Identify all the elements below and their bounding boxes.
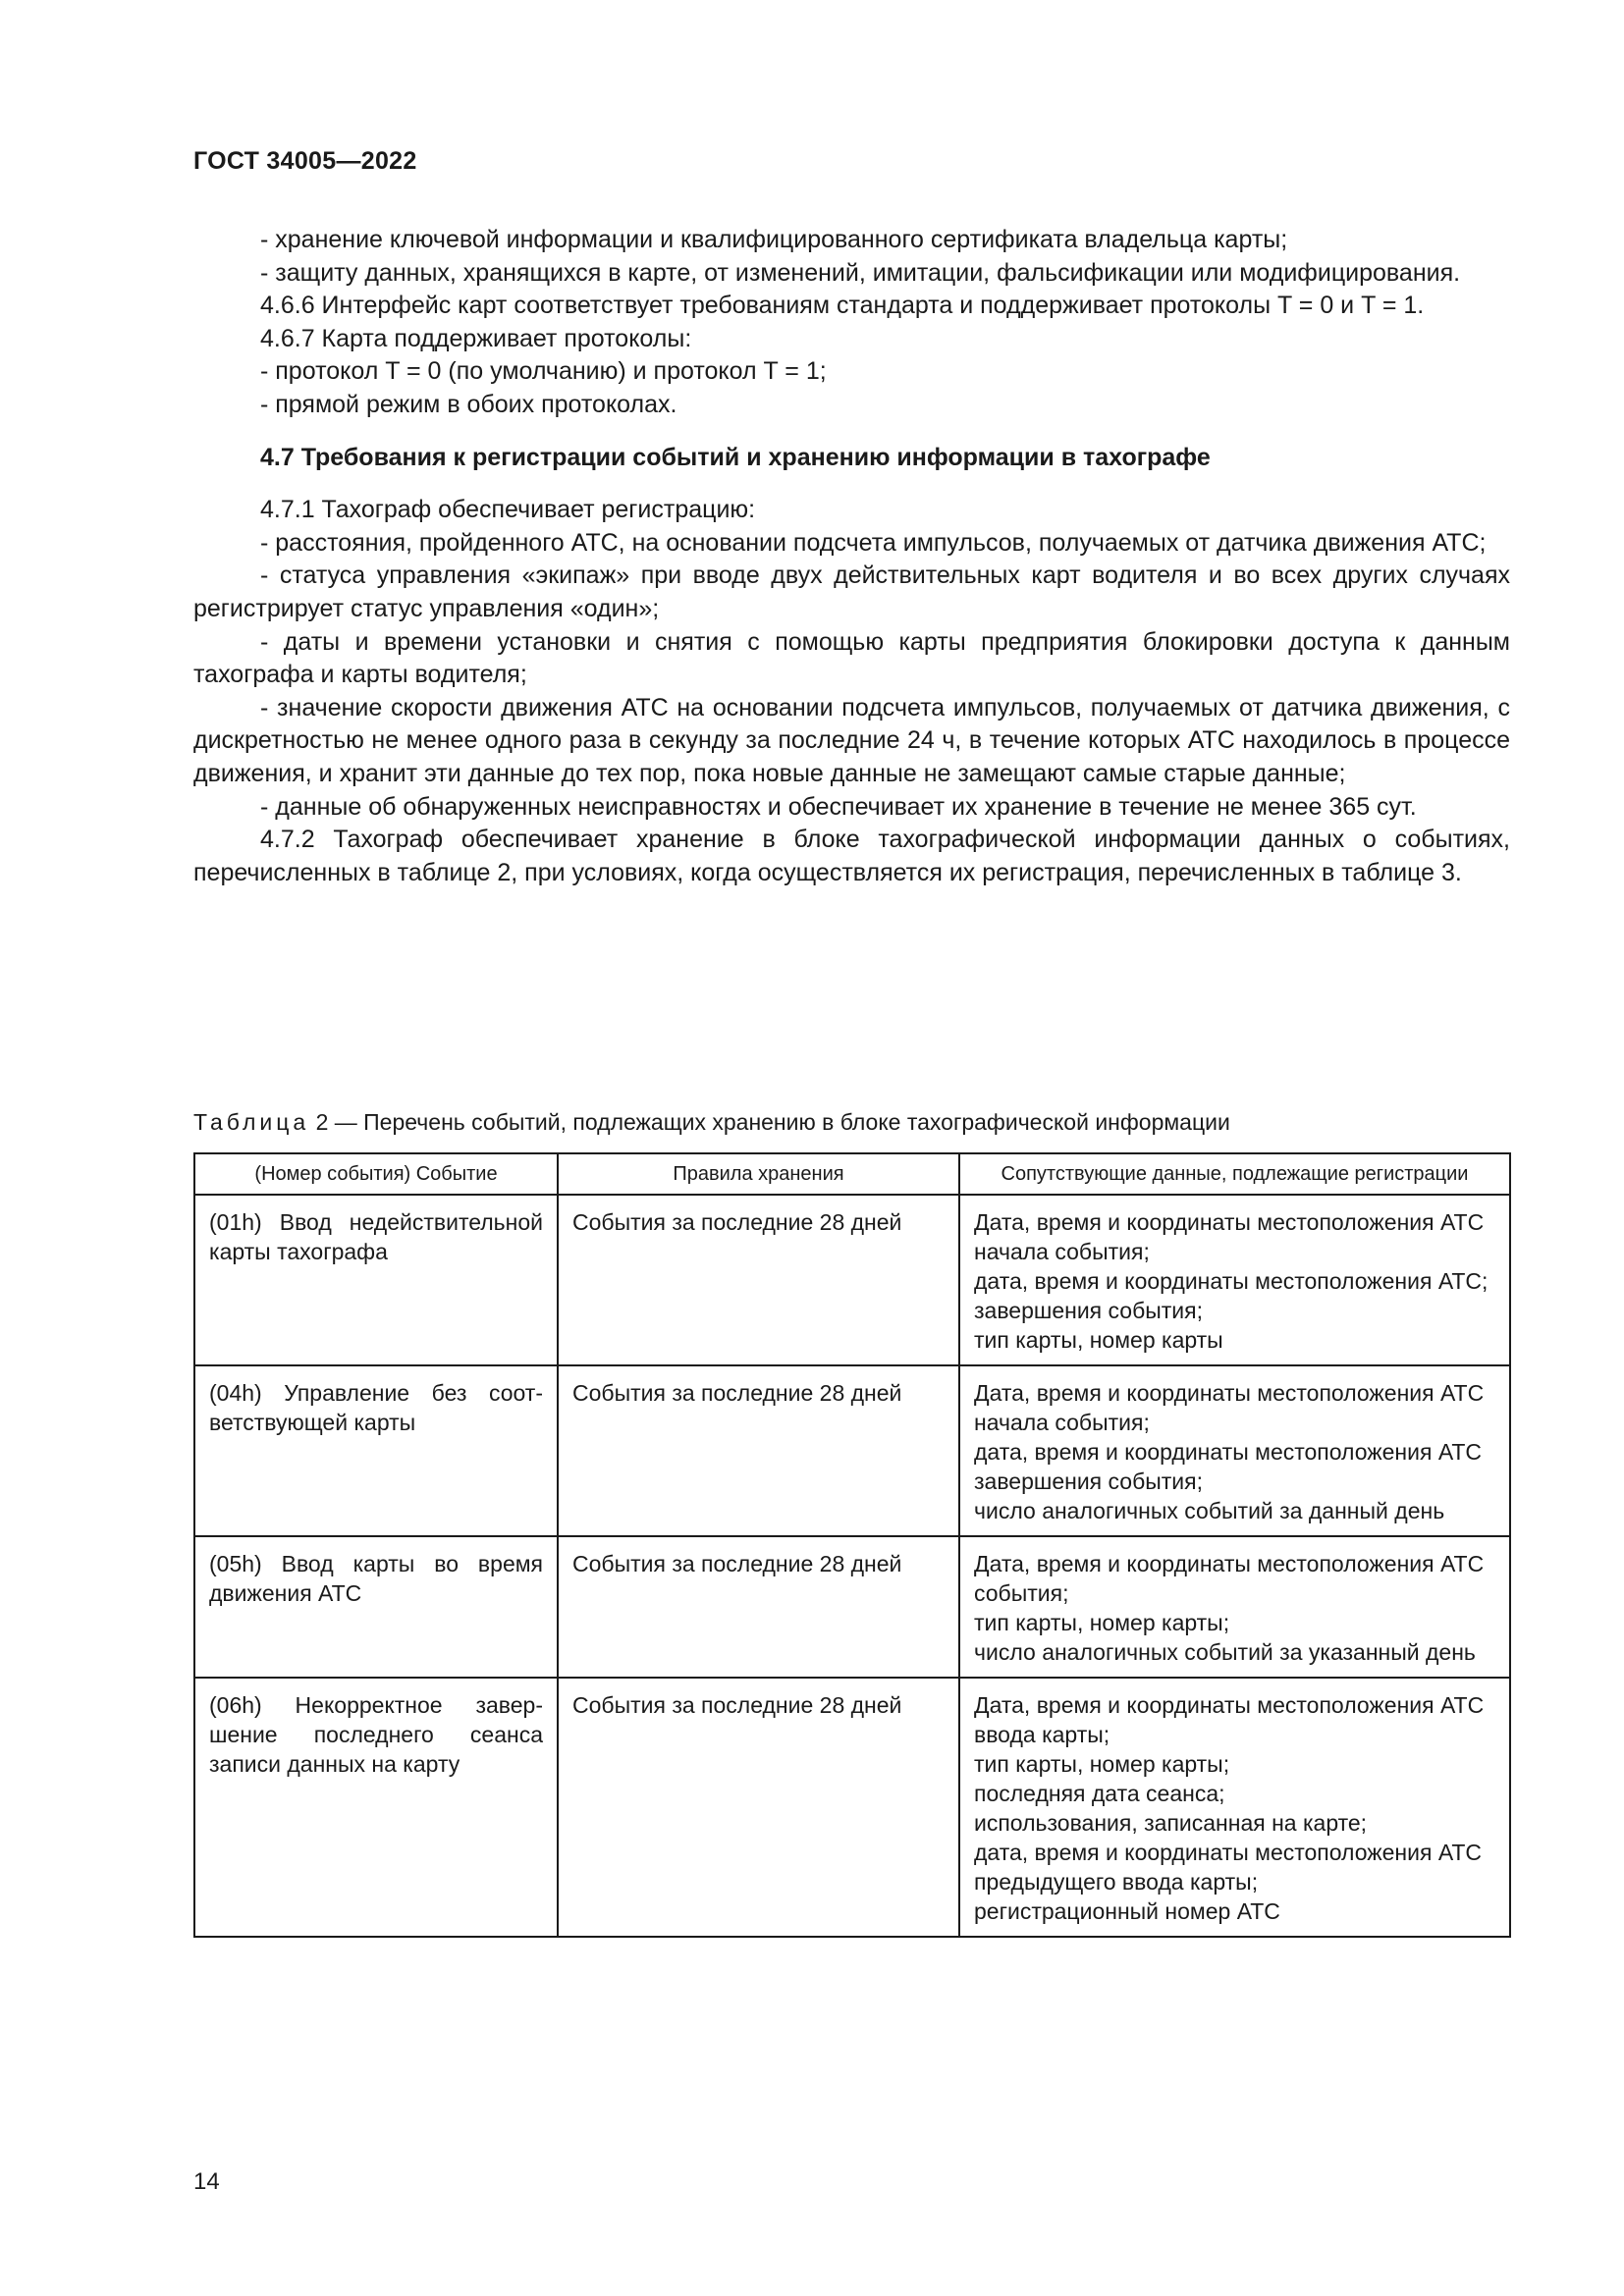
header-event: (Номер события) Событие [194, 1153, 558, 1195]
data-line: тип карты, номер карты [974, 1327, 1223, 1353]
paragraph: - защиту данных, хранящихся в карте, от изменений, имитации, фальсификации или модифицирования. [260, 258, 1461, 287]
paragraph: - протокол T = 0 (по умолчанию) и протокол T = 1; [260, 357, 827, 386]
rule-cell: События за последние 28 дней [558, 1195, 959, 1365]
paragraph: - статуса управления «экипаж» при вводе двух действительных карт водителя и во всех других случаях регистрирует статус управления «один»; [193, 561, 1510, 622]
data-line: Дата, время и координаты местоположения АТС [974, 1380, 1485, 1406]
data-line: тип карты, номер карты; [974, 1610, 1230, 1635]
paragraph: 4.7.2 Тахограф обеспечивает хранение в блоке тахографической информации данных о событиях, перечисленных в таблице 2, при условиях, когда осуществляется их регистрация, перечисленных в таблице 3. [193, 826, 1510, 886]
page-number: 14 [193, 2168, 220, 2195]
table-header-row [194, 1153, 1510, 1195]
data-line: Дата, время и координаты местоположения АТС [974, 1209, 1485, 1235]
data-cell [959, 1365, 1510, 1536]
data-cell [959, 1536, 1510, 1678]
rule-cell: События за последние 28 дней [558, 1365, 959, 1536]
body-text [193, 224, 1510, 889]
event-cell: (05h) Ввод карты во время движения АТС [194, 1536, 558, 1678]
data-line: завершения события; [974, 1298, 1203, 1323]
rule-cell: События за последние 28 дней [558, 1678, 959, 1937]
paragraph: - значение скорости движения АТС на основании подсчета импульсов, получаемых от датчика движения, с дискретностью не менее одного раза в секунду за последние 24 ч, в течение которых АТС находилось в процессе движения, и хранит эти данные до тех пор, пока новые данные не замещают самые старые данные; [193, 693, 1510, 787]
table-row [194, 1536, 1510, 1678]
table-caption [193, 1107, 1510, 1137]
paragraph: - хранение ключевой информации и квалифицированного сертификата владельца карты; [260, 226, 1288, 253]
paragraph: - даты и времени установки и снятия с помощью карты предприятия блокировки доступа к данным тахографа и карты водителя; [193, 627, 1510, 689]
data-line: события; [974, 1580, 1069, 1606]
paragraph: 4.6.7 Карта поддерживает протоколы: [260, 324, 692, 352]
event-cell: (06h) Некорректное завершение последнего сеанса записи данных на карту [194, 1678, 558, 1937]
data-line: тип карты, номер карты; [974, 1751, 1230, 1777]
data-cell [959, 1678, 1510, 1937]
paragraph: - прямой режим в обоих протоколах. [260, 390, 677, 418]
header-storage-rule: Правила хранения [558, 1153, 959, 1195]
document-header: ГОСТ 34005—2022 [193, 147, 417, 175]
data-line: число аналогичных событий за данный день [974, 1498, 1445, 1523]
table-row [194, 1195, 1510, 1365]
table-row [194, 1678, 1510, 1937]
data-line: последняя дата сеанса; [974, 1781, 1225, 1806]
paragraph: - расстояния, пройденного АТС, на основании подсчета импульсов, получаемых от датчика движения АТС; [260, 528, 1487, 557]
data-line: ввода карты; [974, 1722, 1110, 1747]
data-line: дата, время и координаты местоположения АТС [974, 1439, 1483, 1465]
section-heading: 4.7 Требования к регистрации событий и хранению информации в тахографе [260, 443, 1211, 471]
data-line: начала события; [974, 1410, 1150, 1435]
data-line: число аналогичных событий за указанный день [974, 1639, 1476, 1665]
table-row [194, 1365, 1510, 1536]
event-cell: (01h) Ввод недействительной карты тахографа [194, 1195, 558, 1365]
data-line: регистрационный номер АТС [974, 1898, 1280, 1924]
event-cell: (04h) Управление без соответствующей карты [194, 1365, 558, 1536]
events-table [193, 1152, 1511, 1938]
table-caption-text: 2 — Перечень событий, подлежащих хранению в блоке тахографической информации [315, 1109, 1230, 1135]
table-caption-label: Таблица [193, 1109, 310, 1135]
data-line: дата, время и координаты местоположения АТС [974, 1840, 1483, 1865]
data-line: использования, записанная на карте; [974, 1810, 1368, 1836]
data-line: Дата, время и координаты местоположения АТС [974, 1551, 1485, 1576]
rule-cell: События за последние 28 дней [558, 1536, 959, 1678]
data-line: дата, время и координаты местоположения АТС; [974, 1268, 1489, 1294]
data-line: завершения события; [974, 1468, 1203, 1494]
data-cell [959, 1195, 1510, 1365]
header-associated-data: Сопутствующие данные, подлежащие регистрации [959, 1153, 1510, 1195]
data-line: Дата, время и координаты местоположения АТС [974, 1692, 1485, 1718]
data-line: начала события; [974, 1239, 1150, 1264]
paragraph: - данные об обнаруженных неисправностях и обеспечивает их хранение в течение не менее 365 сут. [260, 792, 1417, 821]
paragraph: 4.7.1 Тахограф обеспечивает регистрацию: [260, 496, 756, 524]
data-line: предыдущего ввода карты; [974, 1869, 1259, 1895]
paragraph: 4.6.6 Интерфейс карт соответствует требованиям стандарта и поддерживает протоколы T = 0 и T = 1. [260, 292, 1425, 320]
